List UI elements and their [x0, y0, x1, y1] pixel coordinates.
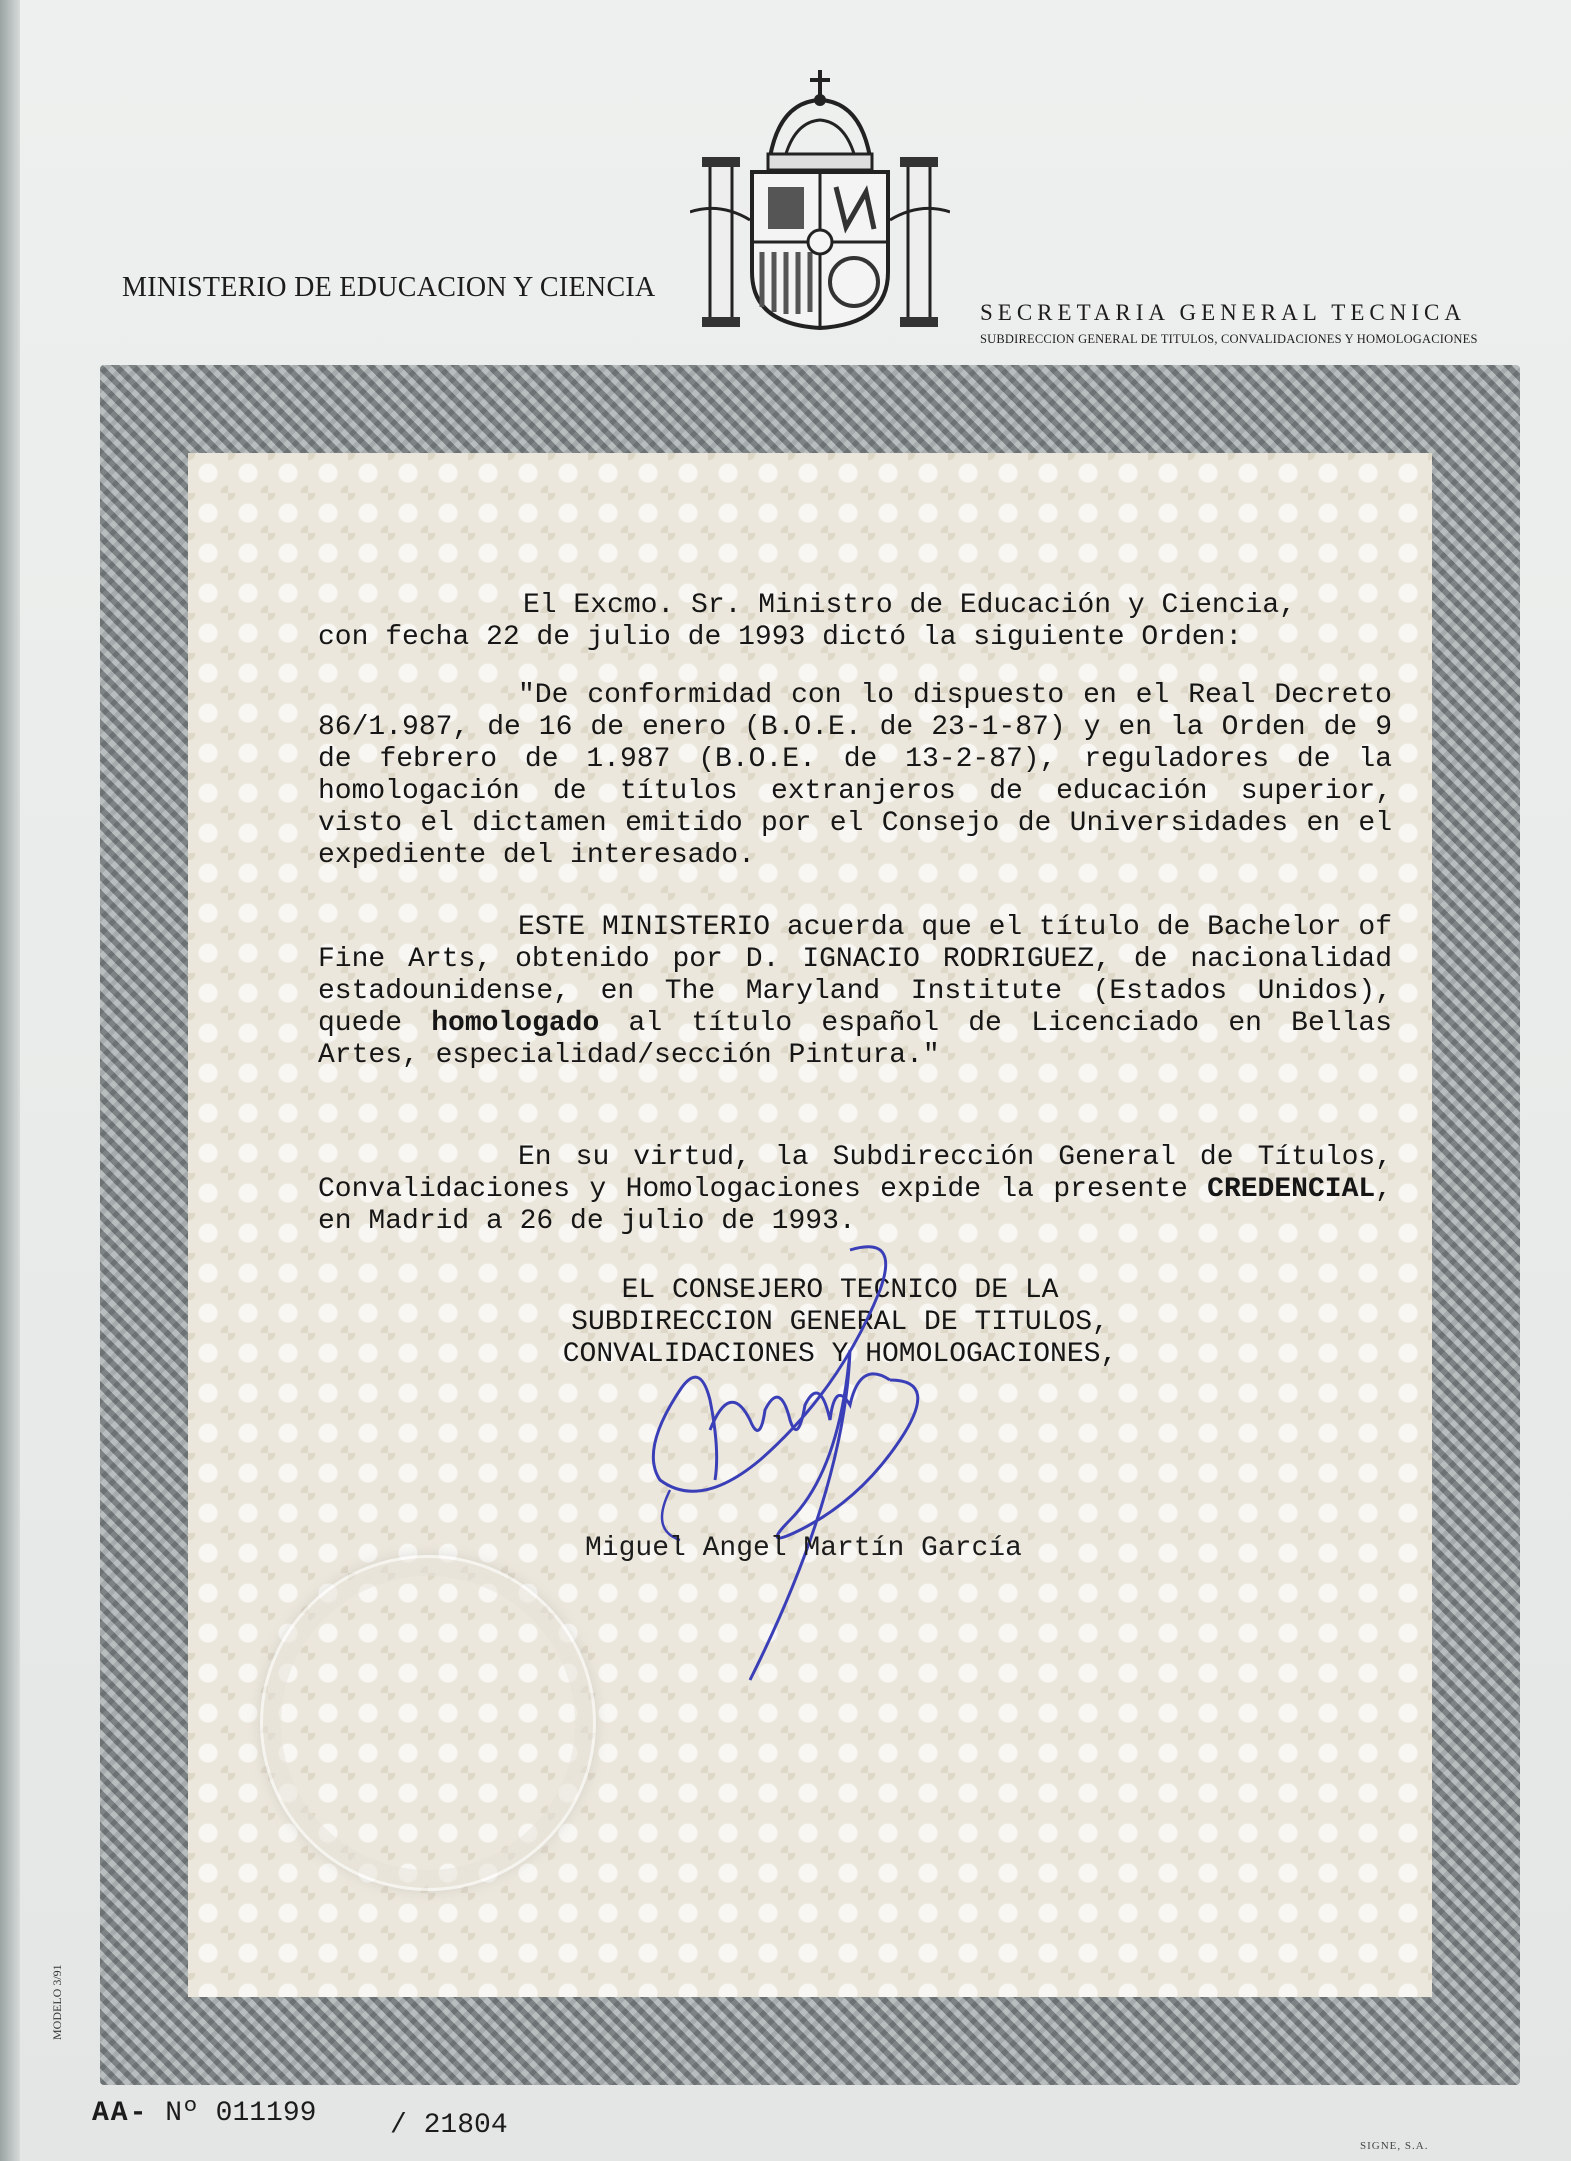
- handwritten-signature: [640, 1230, 960, 1690]
- registry-number: / 21804: [390, 2110, 508, 2141]
- intro-line-1: El Excmo. Sr. Ministro de Educación y Ciencia,: [523, 590, 1296, 621]
- signatory-line-2: SUBDIRECCION GENERAL DE TITULOS,: [571, 1307, 1109, 1338]
- resolution-text-after: al título español de Licenciado en Bellas Artes, especialidad/sección Pintura.": [318, 1008, 1392, 1071]
- credencial-emphasis: CREDENCIAL: [1207, 1174, 1376, 1205]
- signatory-line-1: EL CONSEJERO TECNICO DE LA: [621, 1275, 1059, 1306]
- resolution-text-before: ESTE MINISTERIO acuerda que el título de Bachelor of Fine Arts, obtenido por D. IGNACIO RODRIGUEZ, de nacionalidad estadounidense, en The Maryland Institute (Estados Unidos), quede: [318, 912, 1392, 1039]
- credential-text-before: En su virtud, la Subdirección General de Títulos, Convalidaciones y Homologaciones expide la presente: [318, 1142, 1392, 1205]
- model-code: MODELO 3/91: [50, 1964, 64, 2040]
- homologado-emphasis: homologado: [431, 1008, 600, 1039]
- signatory-line-3: CONVALIDACIONES Y HOMOLOGACIONES,: [562, 1339, 1118, 1370]
- secretaria-heading: SECRETARIA GENERAL TECNICA: [980, 300, 1466, 325]
- decree-paragraph: "De conformidad con lo dispuesto en el Real Decreto 86/1.987, de 16 de enero (B.O.E. de 23-1-87) y en la Orden de 9 de febrero de 1.987 (B.O.E. de 13-2-87), reguladores de la homologación de títulos extranjeros de educación superior, visto el dictamen emitido por el Consejo de Universidades en el expediente del interesado.: [318, 680, 1392, 871]
- ministry-resolution-paragraph: [318, 912, 1392, 1072]
- credential-text-after: , en Madrid a 26 de julio de 1993.: [318, 1174, 1392, 1237]
- intro-line-2: con fecha 22 de julio de 1993 dictó la siguiente Orden:: [318, 622, 1243, 653]
- ministry-name: MINISTERIO DE EDUCACION Y CIENCIA: [122, 272, 656, 303]
- printer-imprint: SIGNE, S.A.: [1360, 2140, 1429, 2152]
- page-edge-shadow: [0, 0, 20, 2161]
- subdireccion-heading: SUBDIRECCION GENERAL DE TITULOS, CONVALIDACIONES Y HOMOLOGACIONES: [980, 332, 1478, 346]
- intro-paragraph: [318, 590, 1392, 654]
- serial-number: [92, 2098, 316, 2129]
- embossed-seal: [260, 1555, 596, 1891]
- serial-value: Nº 011199: [165, 2098, 317, 2129]
- signer-name: Miguel Angel Martín García: [585, 1533, 1022, 1564]
- credential-paragraph: [318, 1142, 1392, 1238]
- serial-prefix: AA-: [92, 2098, 149, 2129]
- coat-of-arms-icon: [690, 62, 950, 332]
